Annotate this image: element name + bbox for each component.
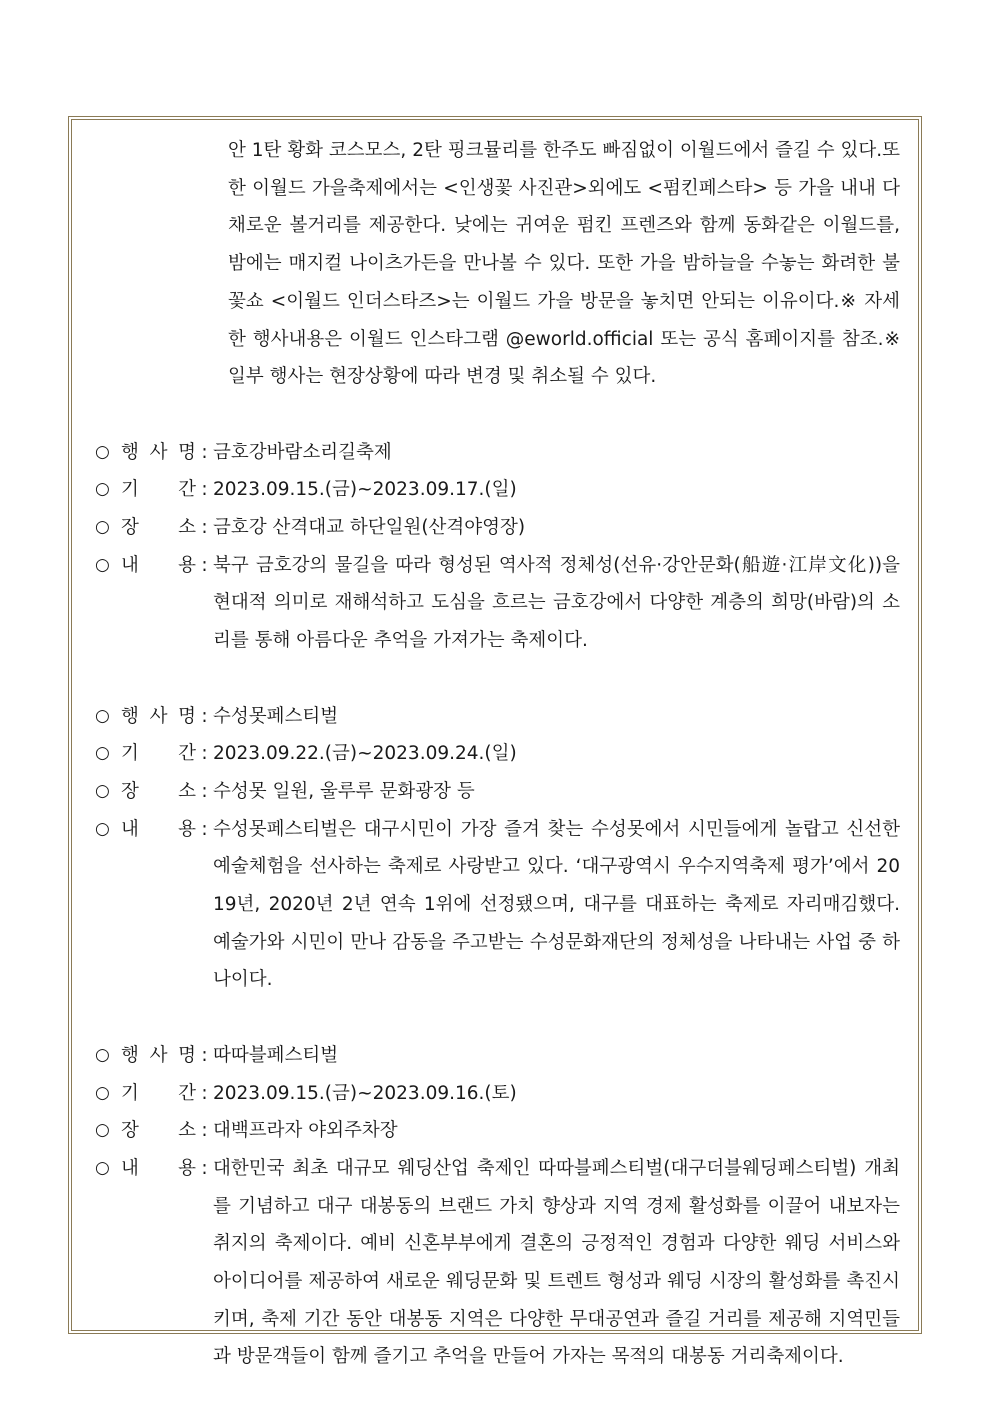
circle-bullet-icon: ○ [95, 705, 110, 726]
field-label-period: 기 간 [121, 479, 196, 501]
field-label-place: 장 소 [121, 780, 196, 802]
field-label-content: 내 용 [121, 818, 196, 840]
event-period-row [95, 471, 900, 509]
field-label-name: 행 사 명 [121, 705, 196, 727]
intro-paragraph: 안 1탄 황화 코스모스, 2탄 핑크뮬리를 한주도 빠짐없이 이월드에서 즐길 수 있다.또한 이월드 가을축제에서는 <인생꽃 사진관>외에도 <펌킨페스타> 등 가을 내내 다채로운 볼거리를 제공한다. 낮에는 귀여운 펌킨 프렌즈와 함께 동화같은 이월드를, 밤에는 매지컬 나이츠가든을 만나볼 수 있다. 또한 가을 밤하늘을 수놓는 화려한 불꽃쇼 <이월드 인더스타즈>는 이월드 가을 방문을 놓치면 안되는 이유이다.※ 자세한 행사내용은 이월드 인스타그램 @eworld.official 또는 공식 홈페이지를 참조.※ 일부 행사는 현장상황에 따라 변경 및 취소될 수 있다. [228, 140, 900, 388]
event-name: 금호강바람소리길축제 [213, 441, 392, 463]
event-name-row [95, 434, 900, 472]
field-label-place: 장 소 [121, 517, 196, 539]
event-period-row [95, 735, 900, 773]
field-colon: : [201, 517, 208, 539]
field-label-name: 행 사 명 [121, 1044, 196, 1066]
circle-bullet-icon: ○ [95, 818, 110, 839]
field-label-period: 기 간 [121, 743, 196, 765]
circle-bullet-icon: ○ [95, 479, 110, 500]
event-content-row [95, 547, 900, 660]
event-name: 따따블페스티벌 [213, 1044, 339, 1066]
field-colon: : [201, 479, 208, 501]
circle-bullet-icon: ○ [95, 780, 110, 801]
circle-bullet-icon: ○ [95, 1157, 110, 1178]
circle-bullet-icon: ○ [95, 1082, 110, 1103]
field-label-place: 장 소 [121, 1120, 196, 1142]
event-description: 대한민국 최초 대규모 웨딩산업 축제인 따따블페스티벌(대구더블웨딩페스티벌) 개최를 기념하고 대구 대봉동의 브랜드 가치 향상과 지역 경제 활성화를 이끌어 내보자는 취지의 축제이다. 예비 신혼부부에게 결혼의 긍정적인 경험과 다양한 웨딩 서비스와 아이디어를 제공하여 새로운 웨딩문화 및 트렌트 형성과 웨딩 시장의 활성화를 촉진시키며, 축제 기간 동안 대봉동 지역은 다양한 무대공연과 즐길 거리를 제공해 지역민들과 방문객들이 함께 즐기고 추억을 만들어 가자는 목적의 대봉동 거리축제이다. [213, 1157, 900, 1368]
event-block [95, 1037, 900, 1376]
event-period: 2023.09.22.(금)~2023.09.24.(일) [213, 743, 517, 765]
field-colon: : [201, 743, 208, 765]
event-place: 수성못 일원, 울루루 문화광장 등 [213, 780, 475, 802]
circle-bullet-icon: ○ [95, 1044, 110, 1065]
field-colon: : [201, 1044, 208, 1066]
field-colon: : [201, 705, 208, 727]
field-colon: : [201, 1120, 208, 1142]
event-place-row [95, 509, 900, 547]
circle-bullet-icon: ○ [95, 441, 110, 462]
field-label-period: 기 간 [121, 1082, 196, 1104]
event-content-row [95, 1150, 900, 1376]
event-name: 수성못페스티벌 [213, 705, 339, 727]
event-block [95, 698, 900, 1000]
document-body [95, 132, 900, 1376]
field-label-content: 내 용 [121, 554, 196, 576]
field-colon: : [201, 818, 208, 840]
event-period-row [95, 1075, 900, 1113]
event-period: 2023.09.15.(금)~2023.09.16.(토) [213, 1082, 517, 1104]
event-place: 대백프라자 야외주차장 [213, 1120, 398, 1142]
event-place-row [95, 1112, 900, 1150]
field-label-content: 내 용 [121, 1157, 196, 1179]
event-block [95, 434, 900, 660]
circle-bullet-icon: ○ [95, 1120, 110, 1141]
field-label-name: 행 사 명 [121, 441, 196, 463]
event-description: 북구 금호강의 물길을 따라 형성된 역사적 정체성(선유·강안문화(船遊·江岸文化))을 현대적 의미로 재해석하고 도심을 흐르는 금호강에서 다양한 계층의 희망(바람)의 소리를 통해 아름다운 추억을 가져가는 축제이다. [213, 554, 900, 652]
event-content-row [95, 811, 900, 1000]
event-name-row [95, 698, 900, 736]
event-name-row [95, 1037, 900, 1075]
field-colon: : [201, 1157, 208, 1179]
circle-bullet-icon: ○ [95, 517, 110, 538]
event-place: 금호강 산격대교 하단일원(산격야영장) [213, 517, 526, 539]
circle-bullet-icon: ○ [95, 554, 110, 575]
field-colon: : [201, 554, 208, 576]
event-place-row [95, 773, 900, 811]
field-colon: : [201, 780, 208, 802]
event-period: 2023.09.15.(금)~2023.09.17.(일) [213, 479, 517, 501]
circle-bullet-icon: ○ [95, 743, 110, 764]
event-description: 수성못페스티벌은 대구시민이 가장 즐겨 찾는 수성못에서 시민들에게 놀랍고 신선한 예술체험을 선사하는 축제로 사랑받고 있다. ‘대구광역시 우수지역축제 평가’에서 2019년, 2020년 2년 연속 1위에 선정됐으며, 대구를 대표하는 축제로 자리매김했다. 예술가와 시민이 만나 감동을 주고받는 수성문화재단의 정체성을 나타내는 사업 중 하나이다. [213, 818, 900, 991]
field-colon: : [201, 441, 208, 463]
field-colon: : [201, 1082, 208, 1104]
